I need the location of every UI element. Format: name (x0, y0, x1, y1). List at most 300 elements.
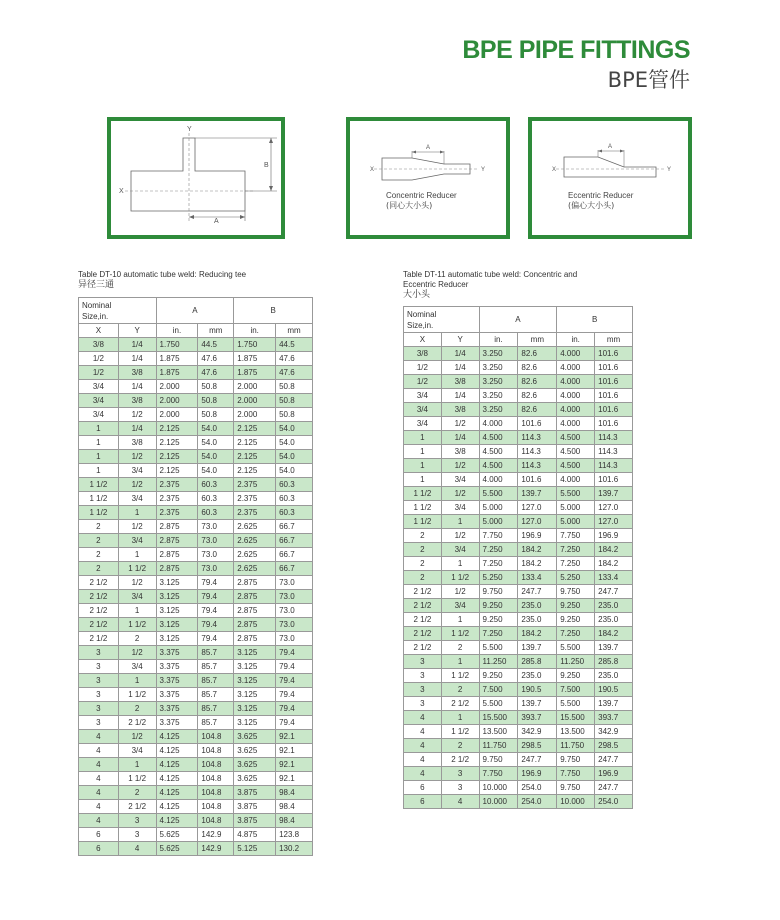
tee-b-label: B (264, 162, 269, 169)
cell-a-in: 4.125 (156, 814, 198, 828)
table-row (79, 562, 313, 576)
cell-a-in: 3.375 (156, 674, 198, 688)
cell-a-in: 10.000 (479, 781, 518, 795)
cell-a-mm: 85.7 (198, 646, 234, 660)
cell-b-mm: 139.7 (595, 487, 633, 501)
cell-a-mm: 101.6 (518, 417, 557, 431)
cell-b-in: 2.375 (234, 478, 276, 492)
table-row (404, 571, 633, 585)
cell-x: 1/2 (404, 375, 442, 389)
cell-b-in: 2.375 (234, 506, 276, 520)
cell-x: 3 (79, 646, 119, 660)
cell-y: 1/2 (441, 417, 479, 431)
cell-a-mm: 82.6 (518, 389, 557, 403)
nominal-size-header (404, 307, 480, 333)
cell-y: 1 (441, 515, 479, 529)
cell-b-mm: 139.7 (595, 697, 633, 711)
cell-y: 1 1/2 (118, 688, 156, 702)
table-row (404, 515, 633, 529)
cell-a-mm: 54.0 (198, 450, 234, 464)
cell-x: 2 1/2 (79, 618, 119, 632)
cell-a-in: 7.750 (479, 767, 518, 781)
cell-b-mm: 139.7 (595, 641, 633, 655)
cell-x: 4 (79, 800, 119, 814)
cell-x: 2 1/2 (79, 576, 119, 590)
cell-a-mm: 184.2 (518, 543, 557, 557)
cell-b-in: 4.500 (557, 431, 595, 445)
cell-a-in: 3.125 (156, 632, 198, 646)
cell-y: 1/4 (118, 380, 156, 394)
cell-a-mm: 184.2 (518, 627, 557, 641)
cell-b-in: 2.625 (234, 548, 276, 562)
cell-a-in: 4.125 (156, 772, 198, 786)
cell-b-mm: 50.8 (276, 408, 313, 422)
cell-a-in: 7.250 (479, 543, 518, 557)
cell-y: 1 1/2 (441, 725, 479, 739)
cell-b-in: 2.125 (234, 464, 276, 478)
column-a-header: A (156, 298, 234, 324)
cell-x: 4 (404, 711, 442, 725)
cell-y: 1/2 (118, 646, 156, 660)
cell-x: 1 (404, 445, 442, 459)
cell-b-mm: 66.7 (276, 562, 313, 576)
table-row (404, 459, 633, 473)
cell-b-in: 15.500 (557, 711, 595, 725)
table-row (79, 450, 313, 464)
cell-a-mm: 85.7 (198, 660, 234, 674)
cell-b-mm: 247.7 (595, 781, 633, 795)
cell-y: 1 (118, 604, 156, 618)
cell-b-mm: 285.8 (595, 655, 633, 669)
table-row (79, 744, 313, 758)
table-row (404, 473, 633, 487)
cell-b-mm: 190.5 (595, 683, 633, 697)
table-row (79, 408, 313, 422)
cell-b-mm: 79.4 (276, 702, 313, 716)
column-b-header: B (234, 298, 313, 324)
cell-b-in: 7.250 (557, 557, 595, 571)
cell-a-in: 2.125 (156, 450, 198, 464)
cell-x: 2 1/2 (404, 641, 442, 655)
cell-b-in: 4.000 (557, 389, 595, 403)
cell-b-mm: 342.9 (595, 725, 633, 739)
cell-x: 6 (404, 781, 442, 795)
cell-y: 1 1/2 (441, 669, 479, 683)
concentric-y-label: Y (481, 167, 486, 173)
cell-b-mm: 66.7 (276, 534, 313, 548)
cell-y: 3/8 (441, 445, 479, 459)
cell-y: 3/4 (441, 473, 479, 487)
cell-y: 2 1/2 (441, 697, 479, 711)
cell-y: 1/2 (118, 478, 156, 492)
cell-b-in: 4.875 (234, 828, 276, 842)
concentric-reducer-drawing (350, 121, 506, 235)
page-subtitle: BPE管件 (607, 68, 690, 92)
cell-b-in: 9.750 (557, 753, 595, 767)
cell-b-in: 9.750 (557, 781, 595, 795)
cell-b-mm: 101.6 (595, 417, 633, 431)
cell-a-in: 2.875 (156, 520, 198, 534)
concentric-reducer-caption (386, 191, 457, 211)
cell-y: 1/4 (441, 361, 479, 375)
cell-a-mm: 50.8 (198, 394, 234, 408)
column-a-in-header: in. (156, 324, 198, 338)
cell-y: 1 (118, 674, 156, 688)
column-b-mm-header: mm (276, 324, 313, 338)
cell-x: 4 (79, 786, 119, 800)
cell-b-mm: 50.8 (276, 394, 313, 408)
column-a-header: A (479, 307, 557, 333)
table-row (404, 557, 633, 571)
cell-a-mm: 190.5 (518, 683, 557, 697)
reducing-tee-table (78, 297, 313, 856)
table11-caption-cn: 大小头 (403, 290, 431, 300)
eccentric-reducer-drawing (532, 121, 688, 235)
eccentric-reducer-caption (568, 191, 633, 211)
cell-b-mm: 127.0 (595, 515, 633, 529)
table11-caption-en-line1: Table DT-11 automatic tube weld: Concentric and (403, 270, 578, 279)
cell-y: 3/4 (118, 744, 156, 758)
cell-b-in: 4.000 (557, 361, 595, 375)
cell-x: 4 (79, 744, 119, 758)
cell-x: 3 (79, 702, 119, 716)
cell-b-mm: 101.6 (595, 375, 633, 389)
cell-b-mm: 92.1 (276, 744, 313, 758)
cell-y: 2 (441, 641, 479, 655)
table-row (404, 403, 633, 417)
cell-a-in: 5.625 (156, 842, 198, 856)
cell-b-mm: 54.0 (276, 450, 313, 464)
table11-caption (403, 270, 577, 300)
cell-b-in: 4.000 (557, 403, 595, 417)
cell-x: 2 (404, 529, 442, 543)
cell-b-in: 3.125 (234, 660, 276, 674)
cell-b-mm: 73.0 (276, 604, 313, 618)
cell-x: 1 (79, 464, 119, 478)
cell-b-mm: 101.6 (595, 361, 633, 375)
table-row (79, 492, 313, 506)
cell-a-in: 10.000 (479, 795, 518, 809)
cell-a-in: 5.000 (479, 501, 518, 515)
cell-x: 1 1/2 (404, 487, 442, 501)
table-row (79, 520, 313, 534)
cell-a-in: 2.375 (156, 478, 198, 492)
cell-b-in: 7.750 (557, 529, 595, 543)
cell-a-in: 2.125 (156, 464, 198, 478)
table-row (79, 786, 313, 800)
cell-b-mm: 298.5 (595, 739, 633, 753)
cell-a-mm: 101.6 (518, 473, 557, 487)
cell-b-in: 2.875 (234, 632, 276, 646)
cell-b-mm: 92.1 (276, 772, 313, 786)
cell-a-mm: 79.4 (198, 632, 234, 646)
cell-y: 3/8 (118, 436, 156, 450)
cell-b-mm: 184.2 (595, 543, 633, 557)
cell-a-in: 3.375 (156, 702, 198, 716)
cell-b-mm: 79.4 (276, 660, 313, 674)
cell-b-mm: 247.7 (595, 753, 633, 767)
cell-y: 1/2 (441, 529, 479, 543)
table-row (404, 375, 633, 389)
cell-b-mm: 196.9 (595, 767, 633, 781)
table-row (79, 394, 313, 408)
cell-x: 1 1/2 (79, 478, 119, 492)
cell-b-in: 4.000 (557, 417, 595, 431)
cell-a-in: 2.875 (156, 548, 198, 562)
cell-x: 2 (404, 557, 442, 571)
column-b-in-header: in. (234, 324, 276, 338)
table-row (79, 730, 313, 744)
cell-y: 1 1/2 (118, 772, 156, 786)
cell-b-mm: 123.8 (276, 828, 313, 842)
cell-y: 1 1/2 (118, 562, 156, 576)
cell-b-in: 3.125 (234, 646, 276, 660)
cell-x: 3 (79, 688, 119, 702)
table-row (79, 758, 313, 772)
table-row (404, 725, 633, 739)
cell-a-mm: 50.8 (198, 380, 234, 394)
cell-a-in: 5.500 (479, 641, 518, 655)
reducer-table (403, 306, 633, 809)
cell-a-mm: 104.8 (198, 814, 234, 828)
column-x-header: X (404, 333, 442, 347)
cell-a-in: 11.250 (479, 655, 518, 669)
column-y-header: Y (118, 324, 156, 338)
cell-a-mm: 393.7 (518, 711, 557, 725)
cell-a-mm: 298.5 (518, 739, 557, 753)
table-row (79, 576, 313, 590)
cell-x: 1/2 (404, 361, 442, 375)
cell-b-mm: 50.8 (276, 380, 313, 394)
cell-x: 2 1/2 (79, 590, 119, 604)
table11-caption-en-line2: Eccentric Reducer (403, 280, 469, 289)
cell-a-mm: 104.8 (198, 786, 234, 800)
cell-b-in: 4.000 (557, 375, 595, 389)
cell-b-in: 9.250 (557, 613, 595, 627)
cell-y: 3 (441, 781, 479, 795)
cell-x: 3 (79, 716, 119, 730)
cell-x: 1 1/2 (79, 492, 119, 506)
table-row (79, 842, 313, 856)
table-row (404, 641, 633, 655)
column-b-mm-header: mm (595, 333, 633, 347)
cell-x: 3/4 (79, 380, 119, 394)
cell-b-mm: 73.0 (276, 632, 313, 646)
cell-b-mm: 101.6 (595, 347, 633, 361)
cell-y: 4 (118, 842, 156, 856)
cell-a-mm: 73.0 (198, 548, 234, 562)
cell-a-in: 3.375 (156, 688, 198, 702)
cell-a-mm: 342.9 (518, 725, 557, 739)
table-row (404, 697, 633, 711)
cell-y: 1 (118, 758, 156, 772)
cell-a-in: 5.250 (479, 571, 518, 585)
table-row (404, 431, 633, 445)
cell-x: 6 (404, 795, 442, 809)
cell-x: 2 1/2 (79, 604, 119, 618)
reducing-tee-drawing (111, 121, 281, 235)
cell-a-mm: 85.7 (198, 688, 234, 702)
table-row (79, 660, 313, 674)
cell-b-in: 3.875 (234, 814, 276, 828)
table-row (79, 604, 313, 618)
cell-x: 4 (404, 753, 442, 767)
table-row (404, 501, 633, 515)
cell-x: 2 (404, 571, 442, 585)
cell-x: 1 1/2 (404, 501, 442, 515)
cell-x: 4 (404, 739, 442, 753)
table-row (79, 800, 313, 814)
cell-b-mm: 98.4 (276, 814, 313, 828)
cell-y: 1/2 (118, 730, 156, 744)
cell-y: 3/4 (118, 590, 156, 604)
cell-a-in: 7.250 (479, 557, 518, 571)
cell-b-in: 3.875 (234, 800, 276, 814)
table-row (79, 632, 313, 646)
cell-y: 1/4 (118, 352, 156, 366)
cell-a-mm: 196.9 (518, 767, 557, 781)
cell-y: 2 1/2 (441, 753, 479, 767)
cell-b-mm: 79.4 (276, 688, 313, 702)
cell-a-mm: 79.4 (198, 604, 234, 618)
cell-b-in: 5.500 (557, 641, 595, 655)
cell-y: 1/2 (441, 487, 479, 501)
cell-b-mm: 101.6 (595, 389, 633, 403)
eccentric-a-label: A (608, 144, 613, 150)
cell-a-mm: 47.6 (198, 366, 234, 380)
cell-y: 3/8 (441, 375, 479, 389)
cell-a-mm: 54.0 (198, 464, 234, 478)
cell-x: 2 (79, 548, 119, 562)
table-row (404, 627, 633, 641)
cell-a-mm: 85.7 (198, 716, 234, 730)
cell-a-mm: 114.3 (518, 431, 557, 445)
table-row (404, 767, 633, 781)
cell-a-in: 4.500 (479, 459, 518, 473)
cell-b-mm: 66.7 (276, 520, 313, 534)
cell-a-in: 11.750 (479, 739, 518, 753)
column-x-header: X (79, 324, 119, 338)
cell-a-mm: 285.8 (518, 655, 557, 669)
column-a-mm-header: mm (518, 333, 557, 347)
cell-a-in: 9.250 (479, 613, 518, 627)
table-row (404, 361, 633, 375)
cell-y: 1 (118, 548, 156, 562)
cell-b-in: 7.750 (557, 767, 595, 781)
cell-a-in: 2.875 (156, 534, 198, 548)
cell-a-mm: 85.7 (198, 674, 234, 688)
table-row (404, 655, 633, 669)
cell-a-in: 4.125 (156, 744, 198, 758)
cell-a-in: 2.000 (156, 394, 198, 408)
cell-b-mm: 44.5 (276, 338, 313, 352)
cell-y: 3/4 (118, 660, 156, 674)
table-row (79, 646, 313, 660)
cell-a-mm: 60.3 (198, 506, 234, 520)
table-row (404, 417, 633, 431)
table-row (404, 389, 633, 403)
cell-a-mm: 104.8 (198, 744, 234, 758)
cell-y: 1/4 (441, 347, 479, 361)
cell-b-mm: 60.3 (276, 506, 313, 520)
cell-a-in: 4.000 (479, 473, 518, 487)
cell-a-mm: 60.3 (198, 492, 234, 506)
cell-b-in: 2.000 (234, 380, 276, 394)
nominal-line1: Nominal (407, 309, 437, 319)
cell-x: 3 (404, 655, 442, 669)
table-row (404, 347, 633, 361)
cell-y: 1/4 (441, 389, 479, 403)
cell-a-mm: 139.7 (518, 487, 557, 501)
cell-b-in: 3.125 (234, 702, 276, 716)
cell-x: 1 (404, 459, 442, 473)
cell-a-mm: 235.0 (518, 669, 557, 683)
table-row (404, 683, 633, 697)
cell-b-in: 2.625 (234, 562, 276, 576)
cell-b-in: 4.500 (557, 445, 595, 459)
cell-b-in: 1.875 (234, 352, 276, 366)
cell-y: 3/4 (118, 492, 156, 506)
cell-a-in: 4.125 (156, 800, 198, 814)
column-a-mm-header: mm (198, 324, 234, 338)
cell-a-mm: 254.0 (518, 781, 557, 795)
cell-y: 2 (118, 786, 156, 800)
cell-b-in: 3.625 (234, 744, 276, 758)
cell-b-in: 5.000 (557, 501, 595, 515)
cell-x: 3/4 (404, 417, 442, 431)
cell-a-mm: 54.0 (198, 436, 234, 450)
concentric-caption-cn: (同心大小头) (386, 201, 433, 210)
cell-y: 2 (441, 739, 479, 753)
cell-a-mm: 184.2 (518, 557, 557, 571)
cell-b-mm: 101.6 (595, 403, 633, 417)
cell-a-mm: 139.7 (518, 697, 557, 711)
cell-a-in: 4.000 (479, 417, 518, 431)
cell-a-mm: 114.3 (518, 459, 557, 473)
cell-b-mm: 79.4 (276, 716, 313, 730)
eccentric-caption-en: Eccentric Reducer (568, 191, 634, 200)
cell-b-mm: 130.2 (276, 842, 313, 856)
cell-b-in: 5.500 (557, 487, 595, 501)
cell-b-in: 2.000 (234, 394, 276, 408)
cell-a-mm: 127.0 (518, 515, 557, 529)
nominal-line2: Size,in. (82, 311, 109, 321)
cell-y: 2 1/2 (118, 716, 156, 730)
cell-b-in: 9.250 (557, 669, 595, 683)
cell-x: 1 (79, 450, 119, 464)
cell-b-mm: 114.3 (595, 431, 633, 445)
cell-b-mm: 235.0 (595, 613, 633, 627)
column-b-header: B (557, 307, 633, 333)
cell-a-mm: 235.0 (518, 599, 557, 613)
tee-x-label: X (119, 188, 124, 195)
cell-b-in: 2.125 (234, 422, 276, 436)
cell-a-in: 3.125 (156, 576, 198, 590)
eccentric-y-label: Y (667, 167, 672, 173)
table-row (79, 772, 313, 786)
cell-y: 3/4 (118, 464, 156, 478)
cell-b-in: 7.250 (557, 627, 595, 641)
cell-a-in: 3.250 (479, 403, 518, 417)
cell-b-in: 2.625 (234, 534, 276, 548)
cell-a-mm: 85.7 (198, 702, 234, 716)
cell-a-mm: 79.4 (198, 618, 234, 632)
cell-x: 3/4 (404, 389, 442, 403)
cell-x: 2 1/2 (404, 613, 442, 627)
cell-a-in: 2.000 (156, 380, 198, 394)
cell-y: 3 (118, 814, 156, 828)
cell-b-mm: 114.3 (595, 445, 633, 459)
